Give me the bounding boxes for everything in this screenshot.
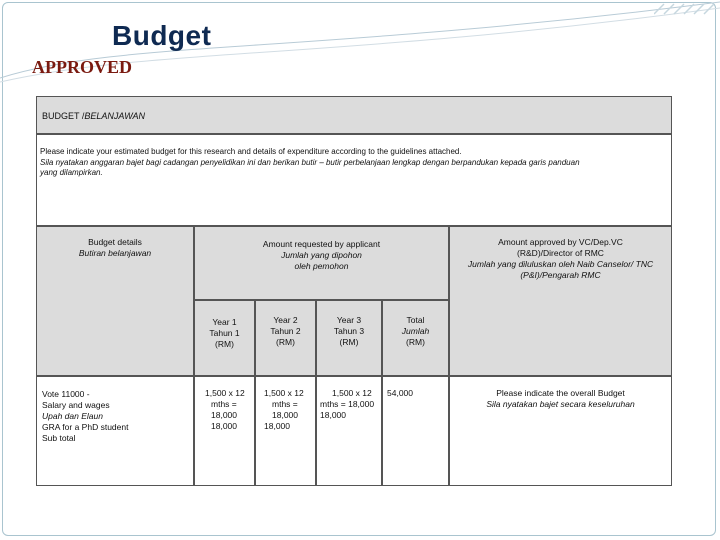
budget-details-english: Budget details bbox=[88, 237, 142, 247]
total-malay: Jumlah bbox=[401, 326, 430, 336]
approved-note-english: Please indicate the overall Budget bbox=[496, 388, 625, 398]
approved-value bbox=[449, 376, 672, 486]
year-2-line1: 1,500 x 12 bbox=[264, 388, 304, 398]
requested-malay-line2: oleh pemohon bbox=[294, 261, 349, 271]
item-malay: Upah dan Elaun bbox=[42, 411, 103, 421]
budget-item-cell bbox=[36, 376, 194, 486]
budget-header-label-malay: BELANJAWAN bbox=[84, 111, 146, 121]
year-1-unit: (RM) bbox=[215, 339, 234, 349]
year-1-english: Year 1 bbox=[212, 317, 237, 327]
total-header bbox=[382, 300, 449, 376]
year-1-line2: mths = bbox=[211, 399, 237, 409]
year-2-value bbox=[255, 376, 316, 486]
year-3-value bbox=[316, 376, 382, 486]
year-3-line2: mths = 18,000 bbox=[320, 399, 375, 409]
year-3-header bbox=[316, 300, 382, 376]
year-3-english: Year 3 bbox=[336, 315, 362, 325]
amount-requested-header bbox=[194, 226, 449, 300]
year-1-value bbox=[194, 376, 255, 486]
requested-malay-line1: Jumlah yang dipohon bbox=[281, 250, 362, 260]
approved-note-malay: Sila nyatakan bajet secara keseluruhan bbox=[486, 399, 635, 409]
amount-approved-header bbox=[449, 226, 672, 376]
year-2-line2: mths = bbox=[272, 399, 298, 409]
slide-title: Budget bbox=[112, 20, 212, 51]
budget-details-malay: Butiran belanjawan bbox=[78, 248, 152, 258]
slide-subtitle: APPROVED bbox=[32, 57, 132, 77]
budget-header-label: BUDGET / bbox=[42, 111, 85, 121]
approved-malay-line1: Jumlah yang diluluskan oleh Naib Canselor/ TNC bbox=[467, 259, 654, 269]
year-3-malay: Tahun 3 bbox=[333, 326, 365, 336]
instruction-malay-line2: yang dilampirkan. bbox=[40, 168, 103, 177]
item-english: Salary and wages bbox=[42, 400, 110, 410]
budget-header-cell bbox=[36, 96, 672, 134]
year-1-malay: Tahun 1 bbox=[209, 328, 240, 338]
corner-decoration bbox=[654, 2, 714, 16]
year-2-header bbox=[255, 300, 316, 376]
total-amount: 54,000 bbox=[387, 388, 413, 398]
year-3-line3: 18,000 bbox=[320, 410, 346, 420]
approved-english-line2: (R&D)/Director of RMC bbox=[517, 248, 604, 258]
total-value bbox=[382, 376, 449, 486]
requested-english: Amount requested by applicant bbox=[262, 239, 381, 249]
instruction-cell bbox=[36, 134, 672, 226]
item-subtotal: Sub total bbox=[42, 433, 76, 443]
year-1-line3: 18,000 bbox=[211, 410, 237, 420]
year-3-line1: 1,500 x 12 bbox=[332, 388, 372, 398]
total-english: Total bbox=[406, 315, 425, 325]
instruction-english: Please indicate your estimated budget for this research and details of expenditure according to the guidelines attached. bbox=[40, 147, 462, 156]
year-2-line3: 18,000 bbox=[272, 410, 298, 420]
approved-english-line1: Amount approved by VC/Dep.VC bbox=[498, 237, 623, 247]
year-1-line4: 18,000 bbox=[211, 421, 237, 431]
budget-details-header bbox=[36, 226, 194, 376]
total-unit: (RM) bbox=[406, 337, 425, 347]
instruction-malay-line1: Sila nyatakan anggaran bajet bagi cadangan penyelidikan ini dan berikan butir – butir perbelanjaan lengkap dengan berpandukan kepada garis panduan bbox=[40, 157, 580, 167]
year-1-header bbox=[194, 300, 255, 376]
vote-code: Vote 11000 - bbox=[42, 389, 90, 399]
item-gra: GRA for a PhD student bbox=[42, 422, 129, 432]
approved-malay-line2: (P&I)/Pengarah RMC bbox=[520, 270, 601, 280]
year-2-english: Year 2 bbox=[273, 315, 298, 325]
year-2-unit: (RM) bbox=[276, 337, 295, 347]
year-2-line4: 18,000 bbox=[264, 421, 290, 431]
year-1-line1: 1,500 x 12 bbox=[205, 388, 245, 398]
year-2-malay: Tahun 2 bbox=[270, 326, 301, 336]
year-3-unit: (RM) bbox=[339, 337, 359, 347]
